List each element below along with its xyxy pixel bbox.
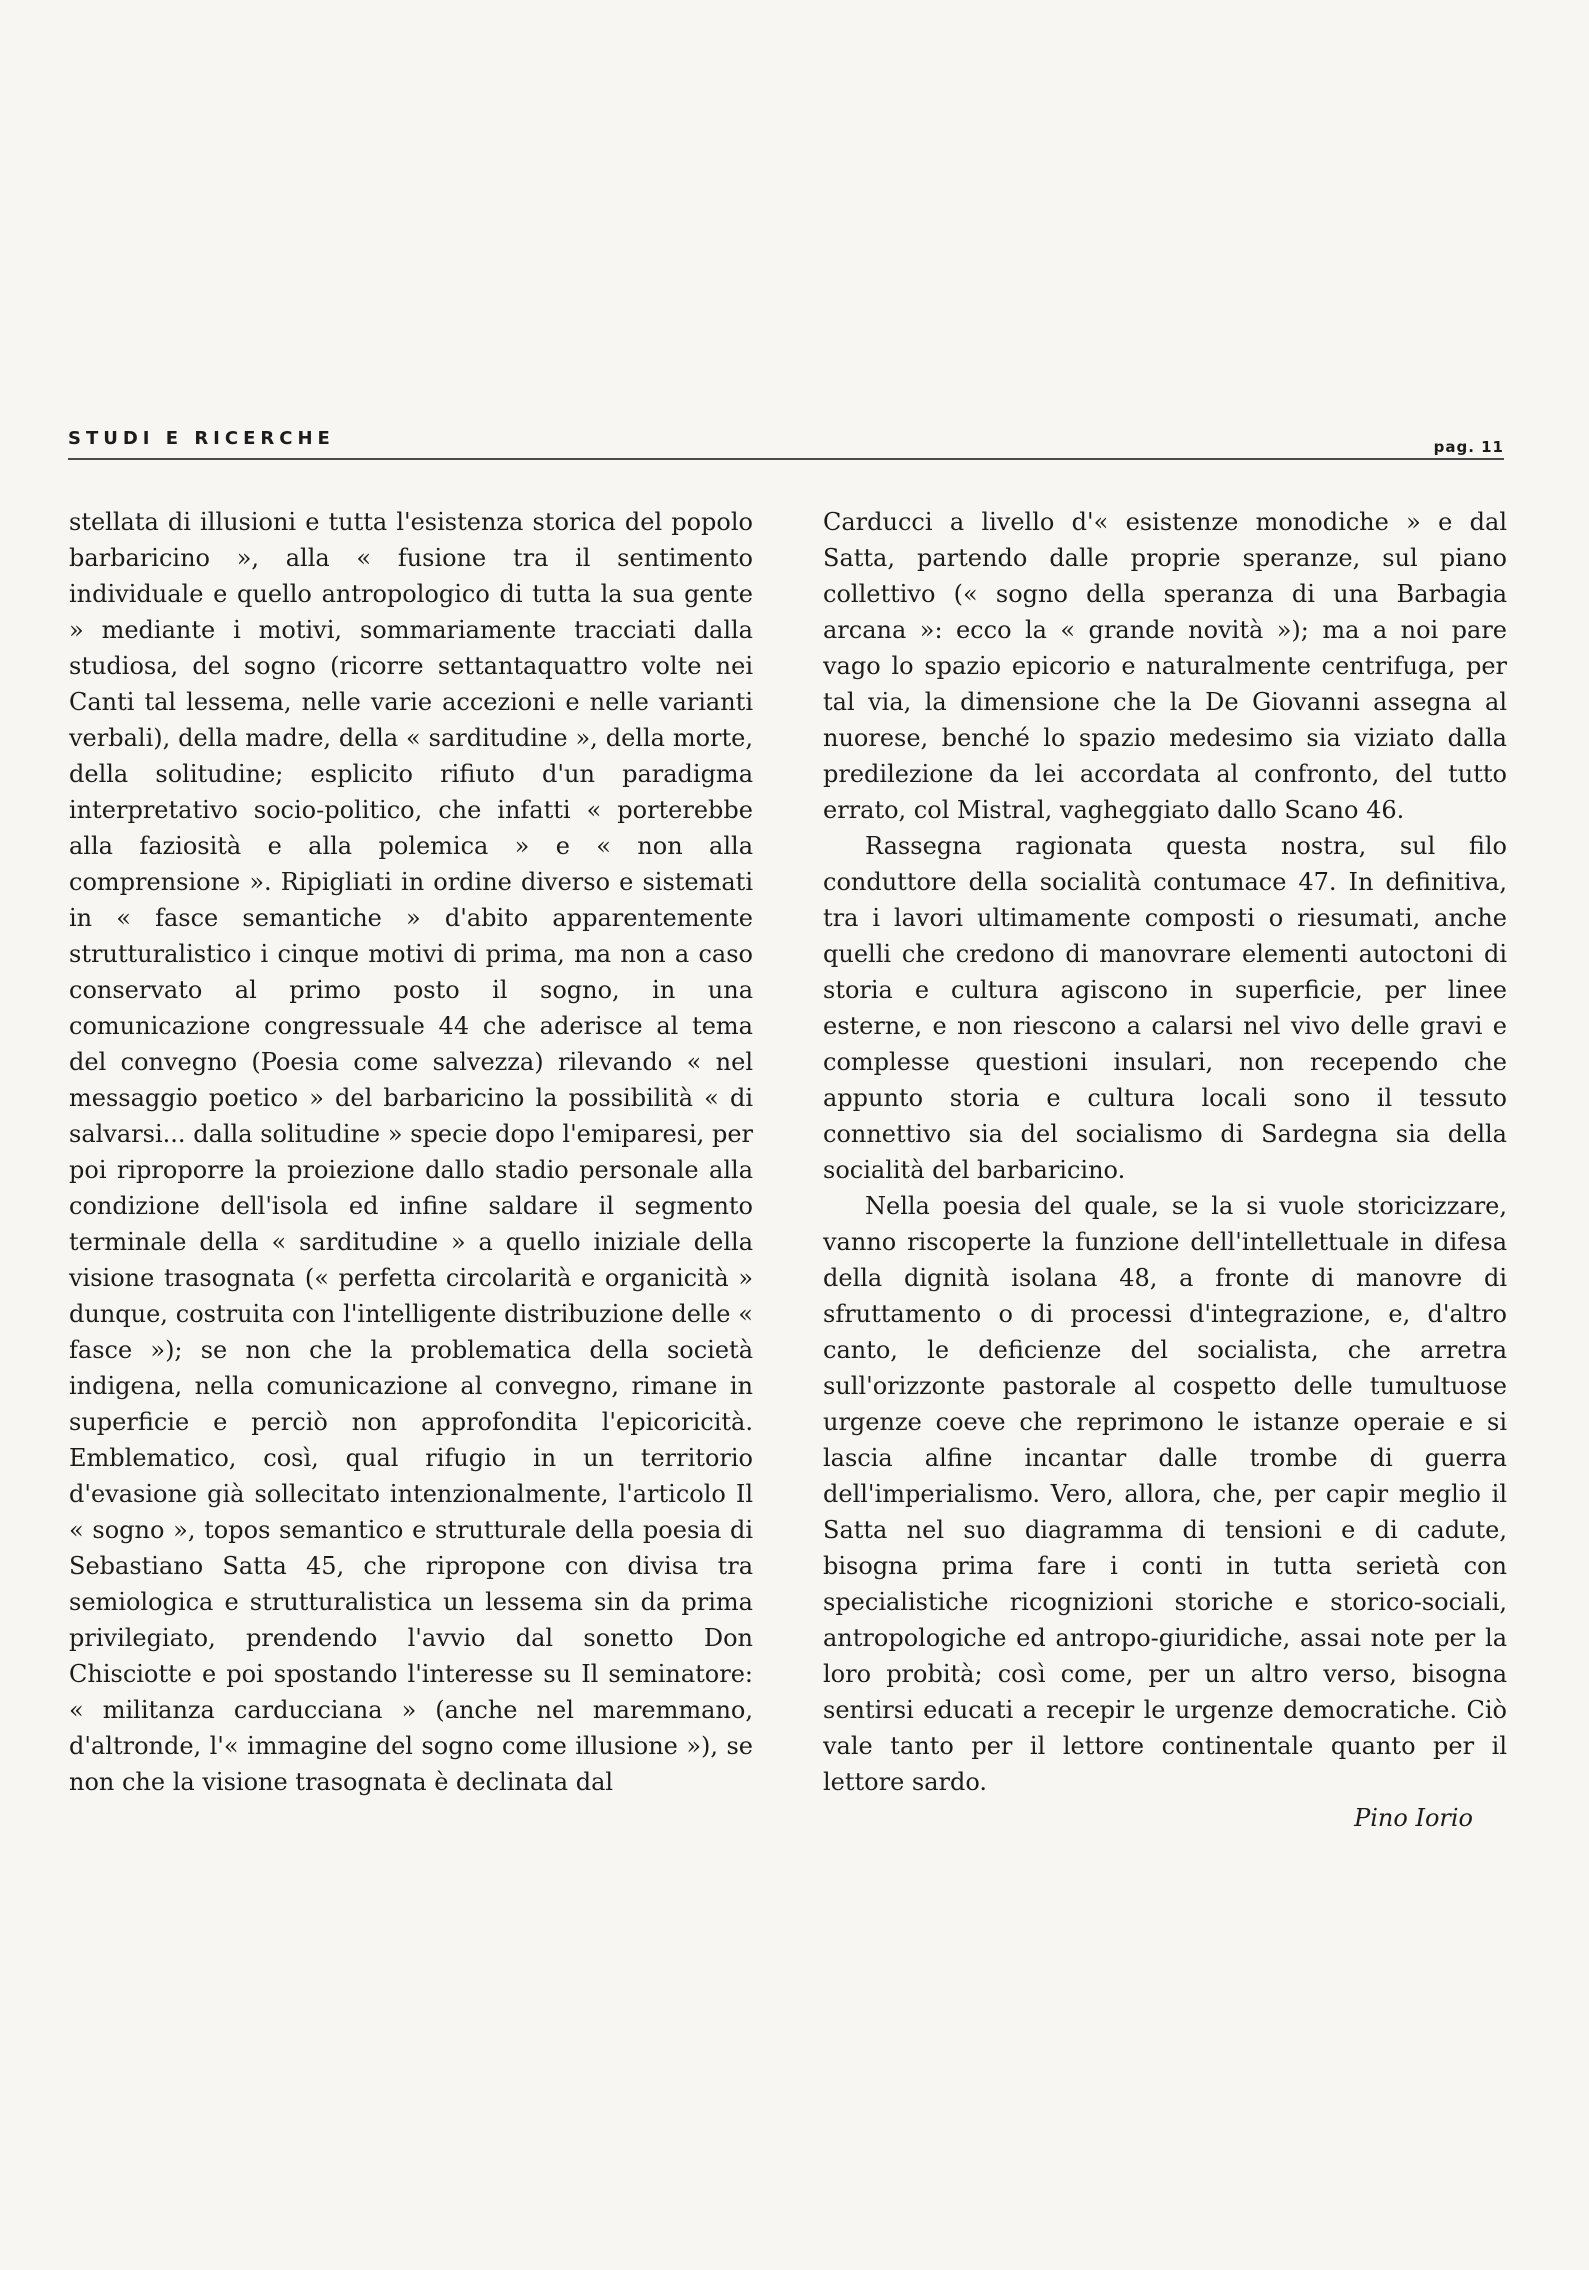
paragraph: Rassegna ragionata questa nostra, sul filo conduttore della socialità contumace 47. In definitiva, tra i lavori ultimamente composti o riesumati, anche quelli che credono di manovrare elementi autoctoni di storia e cultura agiscono in superficie, per linee esterne, e non riescono a calarsi nel vivo delle gravi e complesse questioni insulari, non recependo che appunto storia e cultura locali sono il tessuto connettivo sia del socialismo di Sardegna sia della socialità del barbaricino. (823, 832, 1507, 1184)
running-head: STUDI E RICERCHE (68, 428, 335, 449)
paragraph: stellata di illusioni e tutta l'esistenza storica del popolo barbaricino », alla « fusione tra il sentimento individuale e quello antropologico di tutta la sua gente » mediante i motivi, sommariamente tracciati dalla studiosa, del sogno (ricorre settantaquattro volte nei Canti tal lessema, nelle varie accezioni e nelle varianti verbali), della madre, della « sarditudine », della morte, della solitudine; esplicito rifiuto d'un paradigma interpretativo socio-politico, che infatti « porterebbe alla faziosità e alla polemica » e « non alla comprensione ». Ripigliati in ordine diverso e sistemati in « fasce semantiche » d'abito apparentemente strutturalistico i cinque motivi di prima, ma non a caso conservato al primo posto il sogno, in una comunicazione congressuale 44 che aderisce al tema del convegno (Poesia come salvezza) rilevando « nel messaggio poetico » del barbaricino la possibilità « di salvarsi... dalla solitudine » specie dopo l'emiparesi, per poi riproporre la proiezione dallo stadio personale alla condizione dell'isola ed infine saldare il segmento terminale della « sarditudine » a quello iniziale della visione trasognata (« perfetta circolarità e organicità » dunque, costruita con l'intelligente distribuzione delle « fasce »); se non che la problematica della società indigena, nella comunicazione al convegno, rimane in superficie e perciò non approfondita l'epicoricità. Emblematico, così, qual rifugio in un territorio d'evasione già sollecitato intenzionalmente, l'articolo Il « sogno », topos semantico e strutturale della poesia di Sebastiano Satta 45, che ripropone con divisa tra semiologica e strutturalistica un lessema sin da prima privilegiato, prendendo l'avvio dal sonetto Don Chisciotte e poi spostando l'interesse su Il seminatore: « militanza carducciana » (anche nel maremmano, d'altronde, l'« immagine del sogno come illusione »), se non che la visione trasognata è declinata dal (69, 508, 753, 1796)
right-column (823, 504, 1507, 1836)
paragraph: Nella poesia del quale, se la si vuole storicizzare, vanno riscoperte la funzione dell'intellettuale in difesa della dignità isolana 48, a fronte di manovre di sfruttamento o di processi d'integrazione, e, d'altro canto, le deficienze del socialista, che arretra sull'orizzonte pastorale al cospetto delle tumultuose urgenze coeve che reprimono le istanze operaie e si lascia alfine incantar dalle trombe di guerra dell'imperialismo. Vero, allora, che, per capir meglio il Satta nel suo diagramma di tensioni e di cadute, bisogna prima fare i conti in tutta serietà con specialistiche ricognizioni storiche e storico-sociali, antropologiche ed antropo-giuridiche, assai note per la loro probità; così come, per un altro verso, bisogna sentirsi educati a recepir le urgenze democratiche. Ciò vale tanto per il lettore continentale quanto per il lettore sardo. (823, 1192, 1507, 1796)
paragraph: Carducci a livello d'« esistenze monodiche » e dal Satta, partendo dalle proprie speranze, sul piano collettivo (« sogno della speranza di una Barbagia arcana »: ecco la « grande novità »); ma a noi pare vago lo spazio epicorio e naturalmente centrifuga, per tal via, la dimensione che la De Giovanni assegna al nuorese, benché lo spazio medesimo sia viziato dalla predilezione da lei accordata al confronto, del tutto errato, col Mistral, vagheggiato dallo Scano 46. (823, 508, 1507, 824)
header-rule (68, 458, 1504, 460)
left-column (69, 504, 753, 1800)
author-signature: Pino Iorio (1354, 1804, 1473, 1832)
page-number: pag. 11 (1433, 438, 1504, 456)
